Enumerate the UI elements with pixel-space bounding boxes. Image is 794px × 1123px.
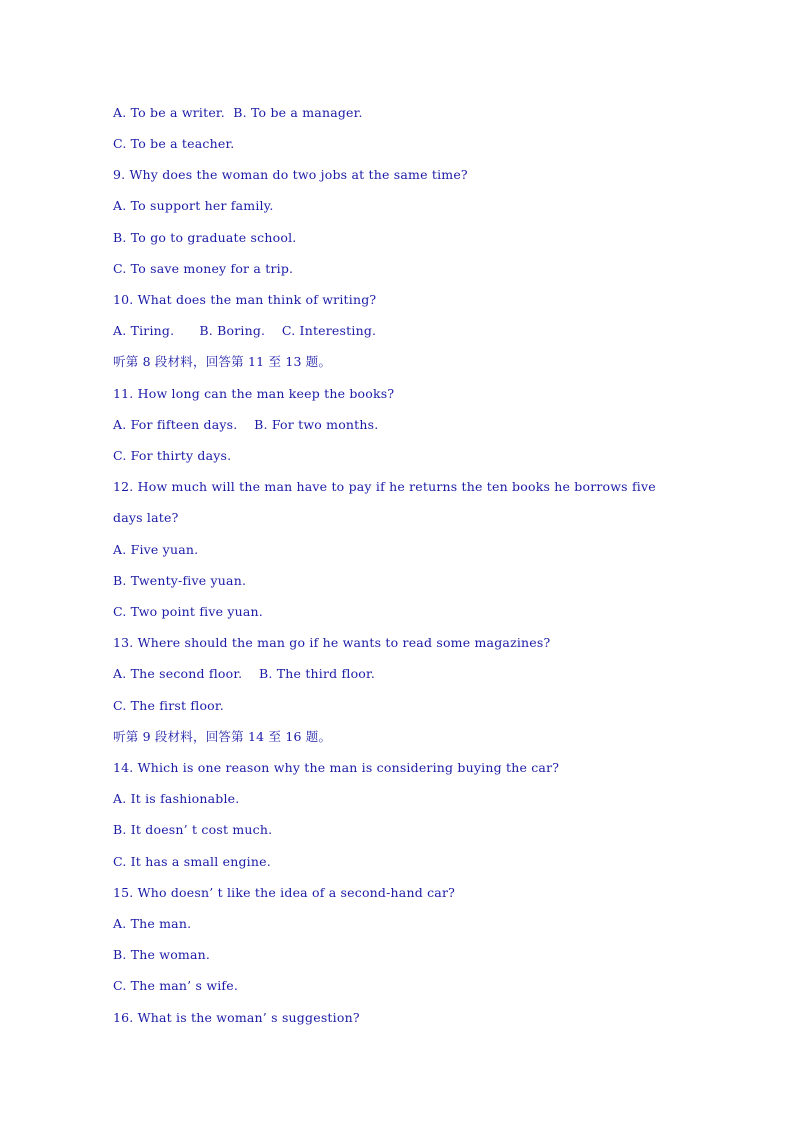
option-line: A. To support her family. (113, 198, 274, 213)
question-13: 13. Where should the man go if he wants to read some magazines? (113, 635, 551, 650)
option-line: C. Two point five yuan. (113, 604, 263, 619)
question-14: 14. Which is one reason why the man is considering buying the car? (113, 760, 560, 775)
option-line: C. For thirty days. (113, 448, 232, 463)
option-line: A. The man. (113, 916, 192, 931)
option-line: C. To be a teacher. (113, 136, 235, 151)
question-11: 11. How long can the man keep the books? (113, 386, 395, 401)
option-line: C. The man’ s wife. (113, 978, 239, 993)
option-line: B. The woman. (113, 947, 211, 962)
section-instruction: 听第 9 段材料，回答第 14 至 16 题。 (113, 729, 332, 744)
option-line: A. The second floor. B. The third floor. (113, 666, 376, 681)
option-line: A. For fifteen days. B. For two months. (113, 417, 379, 432)
option-line: B. It doesn’ t cost much. (113, 822, 273, 837)
option-line: A. Tiring. B. Boring. C. Interesting. (113, 323, 377, 338)
option-line: B. Twenty-five yuan. (113, 573, 247, 588)
question-12-continued: days late? (113, 510, 179, 525)
option-line: A. Five yuan. (113, 542, 199, 557)
question-12: 12. How much will the man have to pay if he returns the ten books he borrows five (113, 479, 656, 494)
option-line: C. It has a small engine. (113, 854, 271, 869)
option-line: C. To save money for a trip. (113, 261, 294, 276)
option-line: B. To go to graduate school. (113, 230, 297, 245)
option-line: C. The first floor. (113, 698, 224, 713)
section-instruction: 听第 8 段材料，回答第 11 至 13 题。 (113, 354, 332, 369)
question-9: 9. Why does the woman do two jobs at the same time? (113, 167, 468, 182)
question-15: 15. Who doesn’ t like the idea of a second-hand car? (113, 885, 456, 900)
option-line: A. It is fashionable. (113, 791, 240, 806)
question-16: 16. What is the woman’ s suggestion? (113, 1010, 360, 1025)
question-10: 10. What does the man think of writing? (113, 292, 377, 307)
option-line: A. To be a writer. B. To be a manager. (113, 105, 363, 120)
